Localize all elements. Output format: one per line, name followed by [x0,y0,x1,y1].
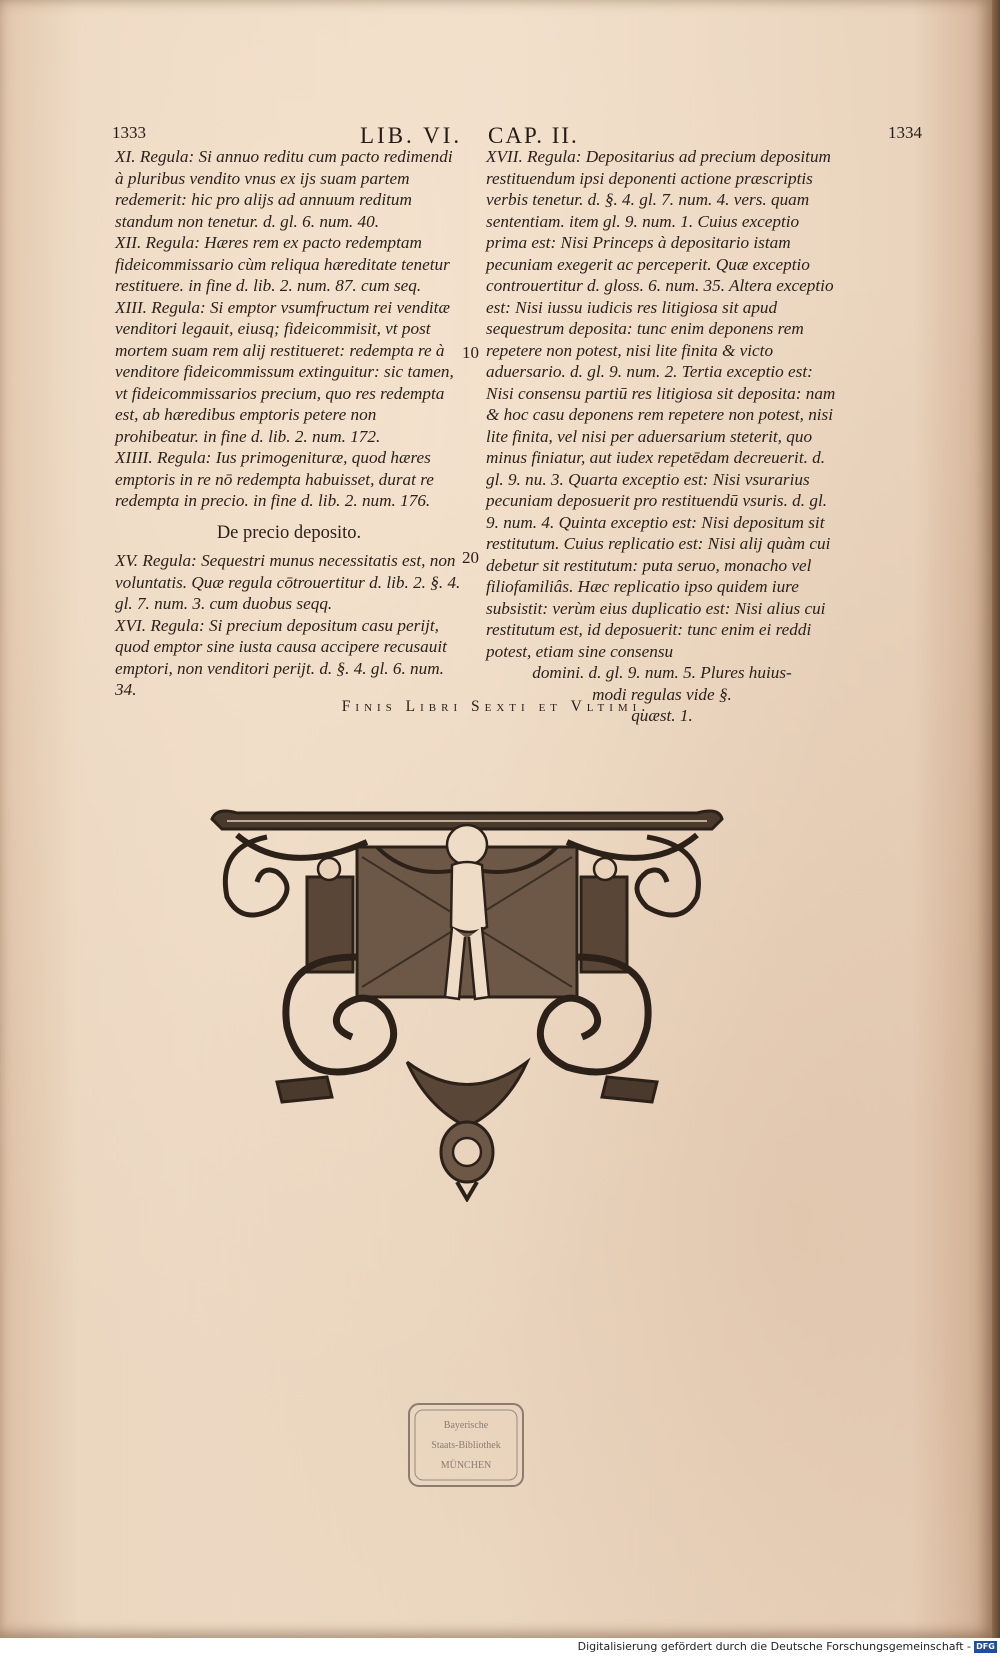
stamp-line: MÜNCHEN [440,1460,492,1471]
line-number-10: 10 [462,343,479,362]
section-title: De precio deposito. [216,522,362,543]
tail-line: domini. d. gl. 9. num. 5. Plures huius- [532,663,792,682]
book-number-heading: LIB. VI. [360,123,463,148]
woodcut-ornament [207,807,727,1202]
rule-paragraph: XIIII. Regula: Ius primogenituræ, quod hæres emptoris in re nō redempta habuisset, durat re redempta in precio. in fine d. lib. 2. num. 176. [115,448,434,510]
colophon: Finis Libri Sexti et Vltimi. [341,698,651,715]
rule-paragraph: XIII. Regula: Si emptor vsumfructum rei venditæ venditori legauit, eiusq; fideicommisit, vt post mortem suam rem alij restitueret: redempta re à venditore fideicommissum extinguitur: sic tamen, vt fideicommissarios precium, quo res redempta est, ab hæredibus emptoris petere non prohibeatur. in fine d. lib. 2. num. 172. [115,297,454,446]
rule-paragraph: XVI. Regula: Si precium depositum casu perijt, quod emptor sine iusta causa accipere recusauit emptori, non venditori perijt. d. §. 4. gl. 6. num. 34. [115,615,447,699]
right-text-column [486,146,838,727]
rule-paragraph: XII. Regula: Hæres rem ex pacto redemptam fideicommissario cùm reliqua hæreditate tenetur restituere. in fine d. lib. 2. num. 87. cum seq. [115,233,450,295]
stamp-line: Bayerische [443,1420,489,1431]
page-edge [992,0,1000,1638]
left-text-column [115,146,463,701]
rule-paragraph: XVII. Regula: Depositarius ad precium depositum restituendum ipsi deponenti actione præscriptis verbis tenetur. d. §. 4. gl. 7. num. 4. vers. quam sententiam. item gl. 9. num. 1. Cuius exceptio prima est: Nisi Princeps à depositario istam pecuniam exegerit ac perceperit. Quæ exceptio controuertitur d. gloss. 6. num. 35. Altera exceptio est: Nisi iussu iudicis res litigiosa sit apud sequestrum deposita: tunc enim deponens rem repetere non potest, nisi lite finita & victo aduersario. d. gl. 9. num. 2. Tertia exceptio est: Nisi consensu partiū res litigiosa sit deposita: nam & hoc casu deponens rem repetere non potest, nisi lite finita, vel nisi per aduersarium steterit, quo minus finiatur, aut iudex repetēdam decreuerit. d. gl. 9. nu. 3. Quarta exceptio est: Nisi vsurarius pecuniam deposuerit pro restituendū vsuris. d. gl. 9. num. 4. Quinta exceptio est: Nisi depositum sit restitutum. Cuius replicatio est: Nisi alij quàm cui debetur sit restitutum: puta seruo, monacho vel filiofamiliâs. Hæc replicatio ipso quidem iure subsistit: verùm eius duplicatio est: Nisi alius cui restitutum est, id deposuerit: tunc enim ei reddi potest, etiam sine consensu [486,147,836,661]
rule-paragraph: XV. Regula: Sequestri munus necessitatis est, non voluntatis. Quæ regula cōtrouertitur d. lib. 2. §. 4. gl. 7. num. 3. cum duobus seqq. [115,551,461,613]
line-number-20: 20 [462,548,479,567]
left-page-number: 1333 [112,123,146,142]
stamp-line: Staats-Bibliothek [431,1440,501,1451]
chapter-heading: CAP. II. [488,123,579,148]
tail-line: modi regulas vide §. [592,684,732,704]
right-page-number: 1334 [888,123,922,142]
rule-paragraph: XI. Regula: Si annuo reditu cum pacto redimendi à pluribus vendito vnus ex ijs suam partem redemerit: hic pro alijs ad annuum reditum standum non tenetur. d. gl. 6. num. 40. [115,147,453,231]
tail-line: quæst. 1. [631,706,693,725]
library-stamp [407,1402,525,1488]
dfg-logo: DFG [974,1641,997,1653]
footer-bar [0,1638,1000,1657]
paragraph-tail [486,662,838,727]
funding-credit: Digitalisierung gefördert durch die Deutsche Forschungsgemeinschaft - [577,1640,971,1653]
